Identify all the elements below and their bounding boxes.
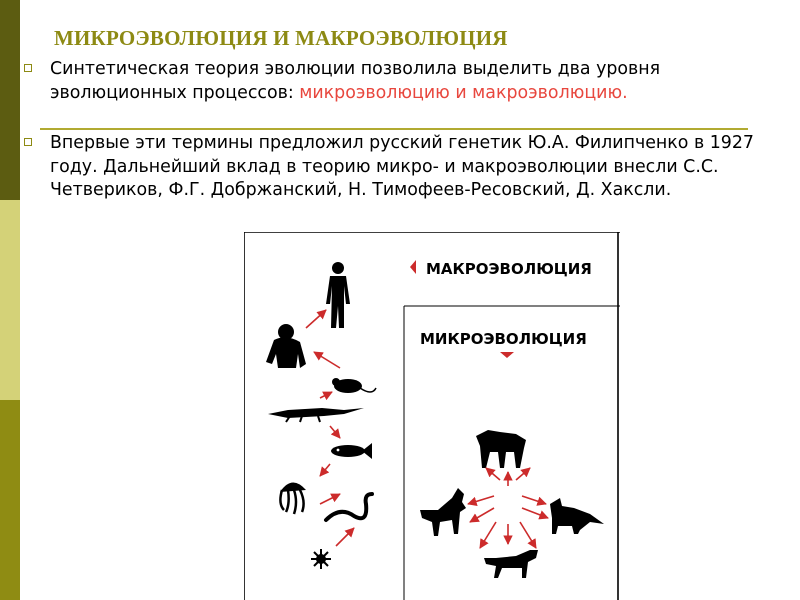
macro-arrow-icon xyxy=(410,260,416,274)
bullet-text-1 xyxy=(50,58,740,105)
evolution-figure xyxy=(244,232,620,600)
bullet-1-accent: микроэволюцию и макроэволюцию. xyxy=(299,82,628,103)
divider-line xyxy=(40,128,748,130)
sidebar-band-light xyxy=(0,200,20,400)
rat-icon xyxy=(332,378,376,393)
sidebar-band-dark xyxy=(0,0,20,200)
bullet-square-icon xyxy=(24,138,32,146)
crocodile-icon xyxy=(268,408,364,422)
bullet-square-icon xyxy=(24,64,32,72)
bullet-1-main: Синтетическая теория эволюции позволила выделить два уровня эволюционных процессов: xyxy=(50,59,661,103)
gorilla-icon xyxy=(266,324,306,368)
fox-icon xyxy=(550,498,604,534)
jellyfish-icon xyxy=(280,482,306,514)
micro-label: МИКРОЭВОЛЮЦИЯ xyxy=(420,330,587,348)
sidebar-band-olive xyxy=(0,400,20,600)
bullet-text-2: Впервые эти термины предложил русский генетик Ю.А. Филипченко в 1927 году. Дальнейший вклад в теорию микро- и макроэволюции внесли С.С. Четвериков, Ф.Г. Добржанский, Н. Тимофеев-Ресовский, Д. Хаксли. xyxy=(50,133,754,200)
snowflake-organism-icon xyxy=(311,549,331,569)
fish-icon xyxy=(331,443,372,459)
dog-icon xyxy=(484,550,538,578)
human-icon xyxy=(326,262,350,328)
macro-label: МАКРОЭВОЛЮЦИЯ xyxy=(426,260,592,278)
slide-title: МИКРОЭВОЛЮЦИЯ И МАКРОЭВОЛЮЦИЯ xyxy=(54,26,508,50)
hyena-icon xyxy=(476,430,526,468)
micro-arrow-icon xyxy=(500,352,514,358)
sidebar-decoration xyxy=(0,0,20,600)
wolf-icon xyxy=(420,488,466,536)
